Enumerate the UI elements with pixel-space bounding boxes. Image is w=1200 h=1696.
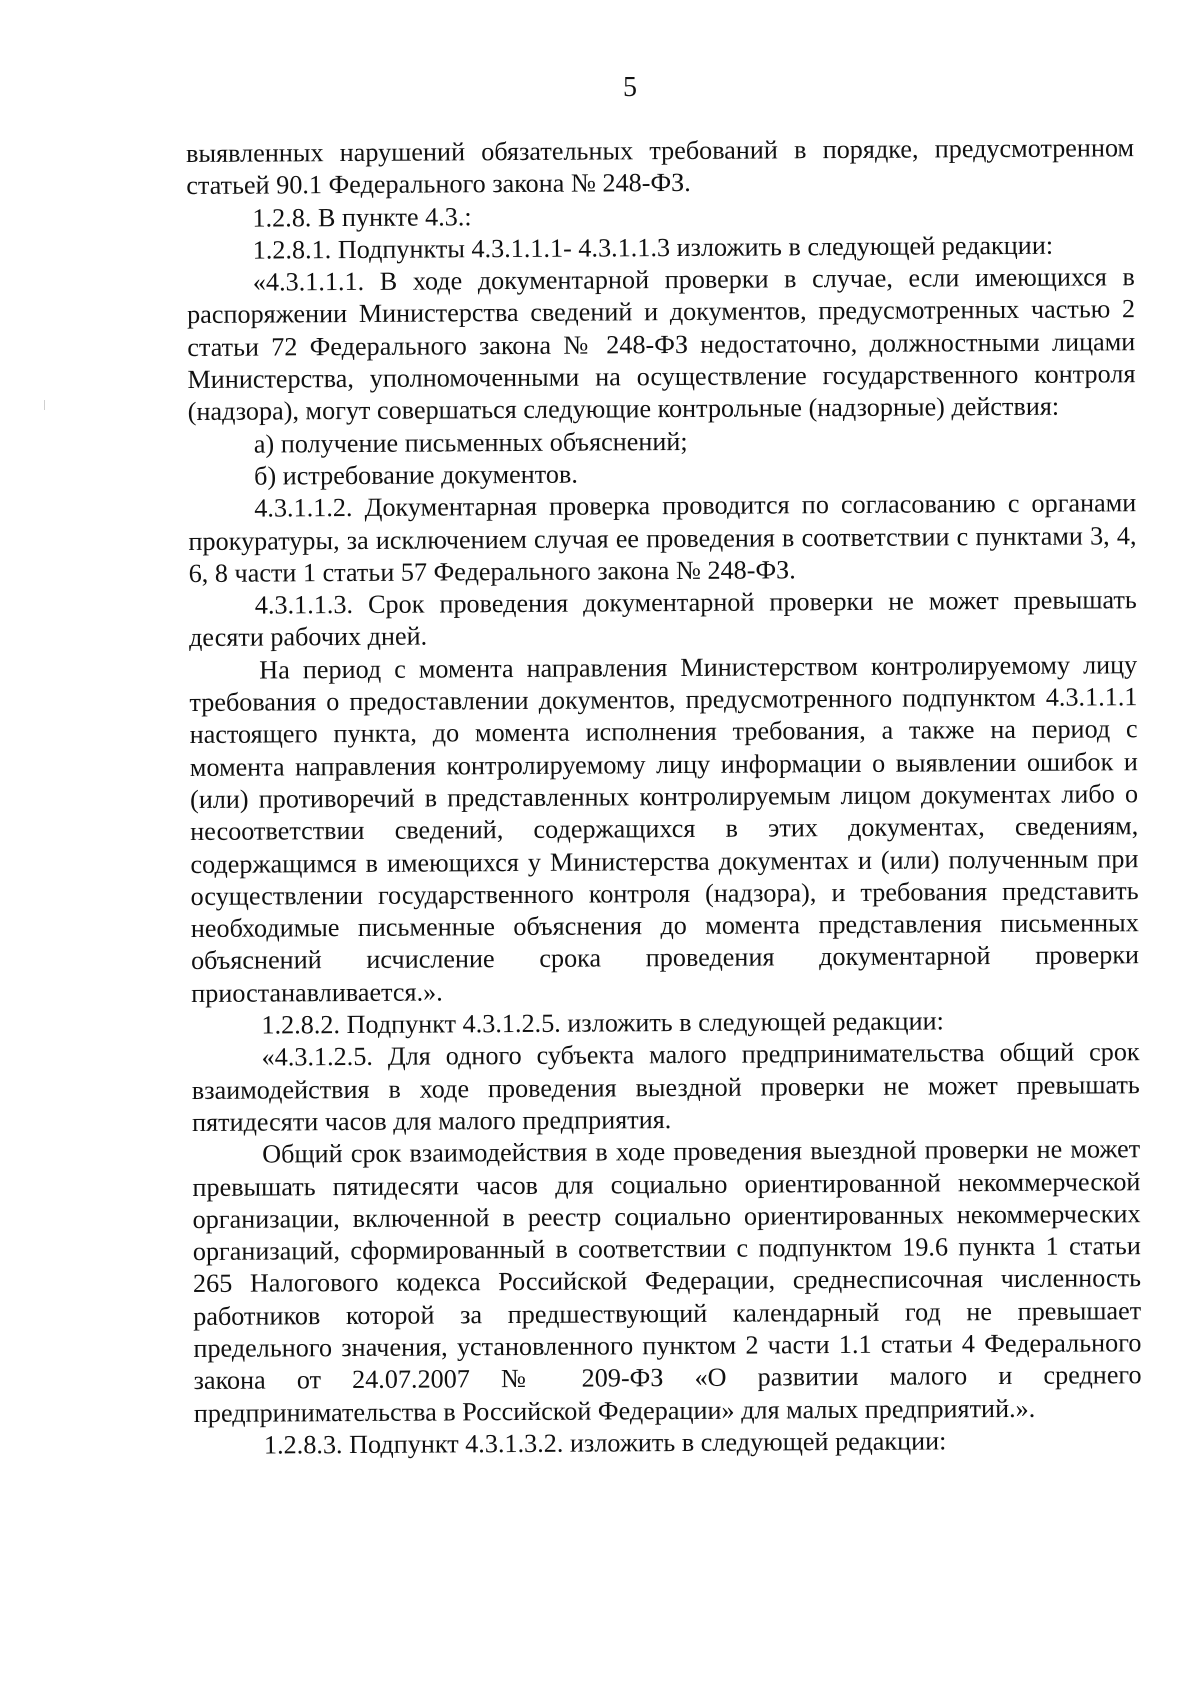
paragraph-item-1-2-8-3: 1.2.8.3. Подпункт 4.3.1.3.2. изложить в следующей редакции: xyxy=(263,1426,947,1460)
paragraph-suspension-period: На период с момента направления Министерством контролируемому лицу требования о предоставлении документов, предусмотренного подпунктом 4.3.1.1.1 настоящего пункта, до момента исполнения требования, а также на период с момента направления контролируемому лицу информации о выявлении ошибок и (или) противоречий в представленных контролируемым лицом документах либо о несоответствии сведений, содержащихся в этих документах, сведениям, содержащимся в имеющихся у Министерства документах и (или) полученным при осуществлении государственного контроля (надзора), и требования представить необходимые письменные объяснения до момента представления письменных объяснений исчисление срока проведения документарной проверки приостанавливается.». xyxy=(189,649,1140,1008)
paragraph-item-4-3-1-1-3: 4.3.1.1.3. Срок проведения документарной проверки не может превышать десяти рабочих дней. xyxy=(188,585,1137,653)
paragraph-general-interaction-term: Общий срок взаимодействия в ходе проведения выездной проверки не может превышать пятидесяти часов для социально ориентированной некоммерческой организации, включенной в реестр социально ориентированных некоммерческих организаций, сформированный в соответствии с подпунктом 19.6 пункта 1 статьи 265 Налогового кодекса Российской Федерации, среднесписочная численность работников которой за предшествующий календарный год не превышает предельного значения, установленного пунктом 2 части 1.1 статьи 4 Федерального закона от 24.07.2007 № 209-ФЗ «О развитии малого и среднего предпринимательства в Российской Федерации» для малых предприятий.». xyxy=(192,1134,1142,1428)
scan-artifact xyxy=(44,400,45,410)
page-number: 5 xyxy=(623,72,637,103)
paragraph-list-item-a: а) получение письменных объяснений; xyxy=(253,426,688,459)
paragraph-item-4-3-1-1-2: 4.3.1.1.2. Документарная проверка проводится по согласованию с органами прокуратуры, за исключением случая ее проведения в соответствии с пунктами 3, 4, 6, 8 части 1 статьи 57 Федерального закона № 248-ФЗ. xyxy=(188,488,1137,588)
paragraph-item-4-3-1-1-1: «4.3.1.1.1. В ходе документарной проверки в случае, если имеющихся в распоряжении Министерства сведений и документов, предусмотренных частью 2 статьи 72 Федерального закона № 248-ФЗ недостаточно, должностными лицами Министерства, уполномоченными на осуществление государственного контроля (надзора), могут совершаться следующие контрольные (надзорные) действия: xyxy=(186,262,1136,427)
paragraph-continuation: выявленных нарушений обязательных требований в порядке, предусмотренном статьей 90.1 Федерального закона № 248-ФЗ. xyxy=(186,133,1135,201)
paragraph-item-4-3-1-2-5: «4.3.1.2.5. Для одного субъекта малого предпринимательства общий срок взаимодействия в ходе проведения выездной проверки не может превышать пятидесяти часов для малого предприятия. xyxy=(191,1037,1140,1137)
paragraph-list-item-b: б) истребование документов. xyxy=(253,459,578,491)
paragraph-item-1-2-8: 1.2.8. В пункте 4.3.: xyxy=(252,201,472,233)
paragraph-item-1-2-8-2: 1.2.8.2. Подпункт 4.3.1.2.5. изложить в следующей редакции: xyxy=(261,1006,944,1040)
document-body xyxy=(186,132,1142,1462)
paragraph-item-1-2-8-1: 1.2.8.1. Подпункты 4.3.1.1.1- 4.3.1.1.3 изложить в следующей редакции: xyxy=(252,230,1054,265)
